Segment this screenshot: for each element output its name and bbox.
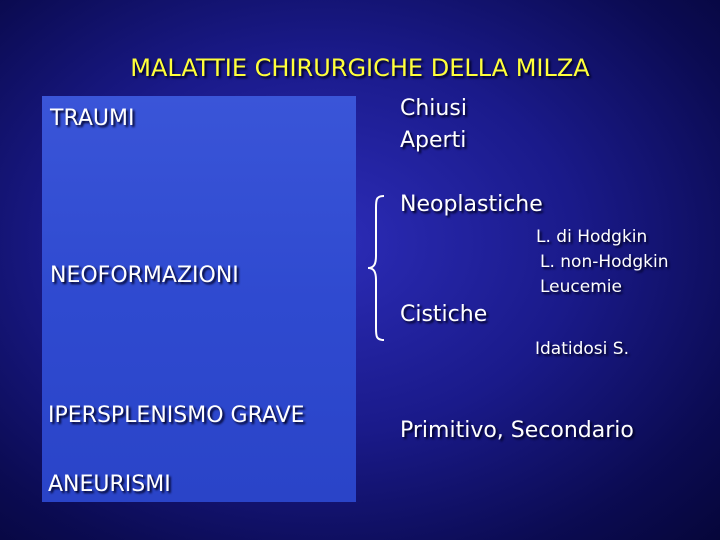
curly-brace xyxy=(366,194,388,342)
item-non-hodgkin: L. non-Hodgkin xyxy=(540,252,669,272)
item-aneurismi: ANEURISMI xyxy=(48,472,171,497)
item-idatidosi: Idatidosi S. xyxy=(535,339,629,359)
item-leucemie: Leucemie xyxy=(540,277,622,297)
item-primitivo: Primitivo, Secondario xyxy=(400,418,634,443)
item-ipersplenismo: IPERSPLENISMO GRAVE xyxy=(48,403,305,428)
item-neoplastiche: Neoplastiche xyxy=(400,192,543,217)
item-chiusi: Chiusi xyxy=(400,96,467,121)
item-hodgkin: L. di Hodgkin xyxy=(536,227,648,247)
item-aperti: Aperti xyxy=(400,128,467,153)
left-panel xyxy=(42,96,356,502)
item-cistiche: Cistiche xyxy=(400,302,488,327)
item-traumi: TRAUMI xyxy=(50,106,135,131)
slide-title: MALATTIE CHIRURGICHE DELLA MILZA xyxy=(130,54,590,82)
item-neoformazioni: NEOFORMAZIONI xyxy=(50,263,239,288)
